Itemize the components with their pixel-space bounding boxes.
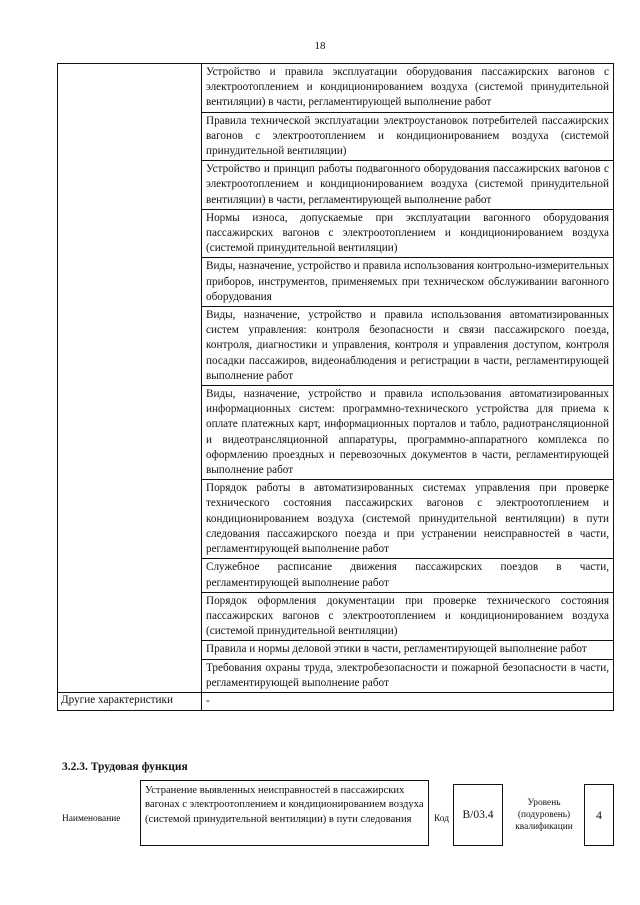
knowledge-table <box>57 63 614 711</box>
knowledge-label-cell <box>58 64 202 693</box>
knowledge-item: Виды, назначение, устройство и правила использования автоматизированных информационных систем: программно-технического устройства для приема к оплате платежных карт, информационных порталов и табло, радиотрансляционной и видеотрансляционной аппаратуры, программно-аппаратного комплекса по оформлению проездных и перевозочных документов в части, регламентирующей выполнение работ <box>202 386 614 480</box>
qualification-level: 4 <box>584 784 614 846</box>
knowledge-item: Нормы износа, допускаемые при эксплуатации вагонного оборудования пассажирских вагонов с электроотоплением и кондиционированием воздуха (системой принудительной вентиляции) <box>202 209 614 258</box>
level-label: Уровень (подуровень) квалификации <box>515 798 573 832</box>
page-number: 18 <box>314 40 326 52</box>
other-characteristics-value: - <box>202 692 614 710</box>
labor-function-name: Устранение выявленных неисправностей в пассажирских вагонах с электроотоплением и кондиционированием воздуха (системой принудительной вентиляции) в пути следования <box>140 780 429 846</box>
knowledge-item: Служебное расписание движения пассажирских поездов в части, регламентирующей выполнение работ <box>202 559 614 592</box>
labor-function-code: B/03.4 <box>453 784 503 846</box>
name-label: Наименование <box>62 814 121 824</box>
knowledge-row <box>58 64 614 113</box>
knowledge-item: Правила технической эксплуатации электроустановок потребителей пассажирских вагонов с электроотоплением и кондиционированием воздуха (системой принудительной вентиляции) <box>202 112 614 161</box>
knowledge-item: Правила и нормы деловой этики в части, регламентирующей выполнение работ <box>202 641 614 659</box>
code-label: Код <box>434 814 449 824</box>
knowledge-item: Порядок работы в автоматизированных системах управления при проверке технического состояния пассажирских вагонов с электроотоплением и кондиционированием воздуха (системой принудительной вентиляции) в пути следования пассажирского поезда и при устранении неисправностей в части, регламентирующей выполнение работ <box>202 480 614 559</box>
knowledge-item: Виды, назначение, устройство и правила использования контрольно-измерительных приборов, инструментов, применяемых при техническом обслуживании вагонного оборудования <box>202 258 614 307</box>
other-characteristics-row <box>58 692 614 710</box>
knowledge-item: Устройство и принцип работы подвагонного оборудования пассажирских вагонов с электроотоплением и кондиционированием воздуха (системой принудительной вентиляции) в части, регламентирующей выполнение работ <box>202 161 614 210</box>
knowledge-table-body <box>58 64 614 711</box>
other-characteristics-label: Другие характеристики <box>58 692 202 710</box>
knowledge-item: Требования охраны труда, электробезопасности и пожарной безопасности в части, регламентирующей выполнение работ <box>202 659 614 692</box>
knowledge-item: Порядок оформления документации при проверке технического состояния пассажирских вагонов с электроотоплением и кондиционированием воздуха (системой принудительной вентиляции) <box>202 592 614 641</box>
knowledge-item: Устройство и правила эксплуатации оборудования пассажирских вагонов с электроотоплением и кондиционированием воздуха (системой принудительной вентиляции) в части, регламентирующей выполнение работ <box>202 64 614 113</box>
section-title: 3.2.3. Трудовая функция <box>62 761 188 773</box>
knowledge-item: Виды, назначение, устройство и правила использования автоматизированных систем управления: контроля безопасности и связи пассажирского поезда, контроля, диагностики и управления, контроля и управления доступом, контроля посадки пассажиров, видеонаблюдения и регистрации в части, регламентирующей выполнение работ <box>202 307 614 386</box>
